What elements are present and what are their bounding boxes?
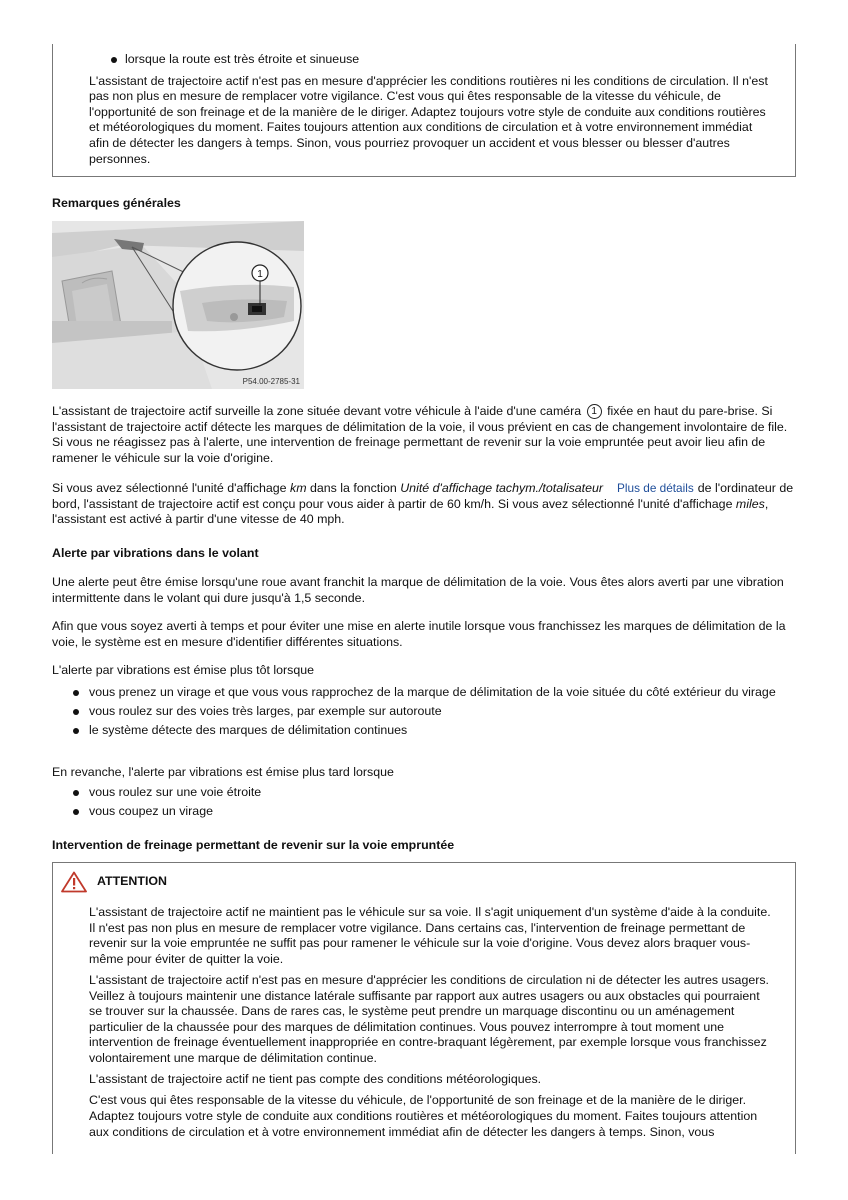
warning-paragraph: L'assistant de trajectoire actif n'est pas en mesure d'apprécier les conditions de circulation ni de détecter les autres usagers. Veillez à toujours maintenir une distance latérale suffisante par rapport aux autres usagers ou aux obstacles qui pourraient se trouver sur la chaussée. Dans de rares cas, le système peut prendre un marquage discontinu ou un aménagement particulier de la chaussée pour des marques de délimitation continues. Vous pouvez interrompre à tout moment une intervention de freinage éventuellement inappropriée en contre-braquant légèrement, par exemple lorsque vous franchissez volontairement une marque de délimitation continue. bbox=[89, 972, 769, 1065]
list-item: vous roulez sur des voies très larges, par exemple sur autoroute bbox=[72, 704, 794, 720]
paragraph-text: Si vous avez sélectionné l'unité d'affichage bbox=[52, 481, 291, 495]
list-item: le système détecte des marques de délimitation continues bbox=[72, 723, 794, 739]
function-name: Unité d'affichage tachym./totalisateur bbox=[400, 481, 604, 495]
paragraph-text: dans la fonction bbox=[306, 481, 401, 495]
paragraph-text: de l'ordinateur de bord, l'assistant de trajectoire actif est conçu pour vous aider à partir de 60 km/h. Si vous avez sélectionné l'unité d'affichage bbox=[52, 481, 794, 511]
section-heading-general: Remarques générales bbox=[52, 196, 181, 210]
list-item: vous prenez un virage et que vous vous rapprochez de la marque de délimitation de la voie située du côté extérieur du virage bbox=[72, 685, 794, 701]
warning-box-content bbox=[89, 52, 771, 167]
list-item: vous coupez un virage bbox=[72, 804, 794, 820]
list-later bbox=[72, 785, 794, 823]
unit-km: km bbox=[290, 481, 307, 495]
paragraph-earlier: L'alerte par vibrations est émise plus tôt lorsque bbox=[52, 663, 315, 677]
paragraph-units bbox=[52, 481, 798, 528]
warning-box bbox=[52, 862, 796, 1154]
figure-callout-1: 1 bbox=[257, 269, 263, 280]
paragraph-vibration-2: Afin que vous soyez averti à temps et pour éviter une mise en alerte inutile lorsque vous franchissez les marques de délimitation de la voie, le système est en mesure d'identifier différentes situations. bbox=[52, 619, 786, 649]
figure-code: P54.00-2785-31 bbox=[242, 377, 300, 386]
unit-miles: miles bbox=[735, 496, 765, 511]
warning-triangle-icon bbox=[61, 871, 87, 893]
paragraph-camera bbox=[52, 404, 798, 466]
paragraph-text: L'assistant de trajectoire actif surveille la zone située devant votre véhicule à l'aide d'une caméra bbox=[52, 404, 582, 418]
camera-illustration bbox=[52, 221, 304, 389]
section-heading-vibration: Alerte par vibrations dans le volant bbox=[52, 546, 259, 560]
section-heading-braking: Intervention de freinage permettant de revenir sur la voie empruntée bbox=[52, 838, 455, 852]
list-item-text: lorsque la route est très étroite et sinueuse bbox=[125, 52, 360, 66]
warning-paragraph: L'assistant de trajectoire actif n'est pas en mesure d'apprécier les conditions routières ni les conditions de circulation. Il n'est pas non plus en mesure de remplacer votre vigilance. C'est vous qui êtes responsable de la vitesse du véhicule, de l'opportunité de son freinage et de la manière de le diriger. Adaptez toujours votre style de conduite aux conditions routières et météorologiques du moment. Faites toujours attention aux conditions de circulation et à votre environnement immédiat afin de détecter les dangers à temps. Sinon, vous pourriez provoquer un accident et vous blesser ou blesser d'autres personnes. bbox=[89, 73, 768, 166]
list-earlier bbox=[72, 685, 794, 743]
warning-paragraph: L'assistant de trajectoire actif ne tient pas compte des conditions météorologiques. bbox=[89, 1072, 542, 1087]
list-item: vous roulez sur une voie étroite bbox=[72, 785, 794, 801]
callout-1-icon: 1 bbox=[587, 404, 602, 419]
list-item bbox=[109, 52, 771, 68]
paragraph-later: En revanche, l'alerte par vibrations est émise plus tard lorsque bbox=[52, 765, 394, 779]
warning-paragraph: L'assistant de trajectoire actif ne maintient pas le véhicule sur sa voie. Il s'agit uniquement d'un système d'aide à la conduite. Il n'est pas non plus en mesure de remplacer votre vigilance. Dans certains cas, l'intervention de freinage permettant de revenir sur la voie empruntée ne suffit pas pour ramener le véhicule sur la voie d'origine. Vous devez alors braquer vous-même pour éviter de quitter la voie. bbox=[89, 905, 771, 966]
paragraph-vibration-1: Une alerte peut être émise lorsqu'une roue avant franchit la marque de délimitation de la voie. Vous êtes alors averti par une vibration intermittente dans le volant qui dure jusqu'à 1,5 seconde. bbox=[52, 575, 784, 605]
paragraph-text: fixée en haut du pare-brise. Si l'assistant de trajectoire actif détecte les marques de délimitation de la voie, il vous prévient en cas de changement involontaire de file. Si vous ne réagissez pas à l'alerte, une intervention de freinage permettant de revenir sur la voie empruntée peut avoir lieu afin de ramener le véhicule sur la voie d'origine. bbox=[52, 404, 788, 465]
more-details-link[interactable]: Plus de détails bbox=[617, 481, 694, 495]
warning-header bbox=[61, 871, 167, 893]
warning-content bbox=[89, 905, 771, 1146]
camera-illustration-drawing bbox=[52, 221, 304, 389]
warning-title: ATTENTION bbox=[97, 874, 167, 888]
warning-box-continued bbox=[52, 44, 796, 177]
paragraph-text: , l'assistant est activé à partir d'une vitesse de 40 mph. bbox=[52, 496, 769, 527]
warning-paragraph: C'est vous qui êtes responsable de la vitesse du véhicule, de l'opportunité de son freinage et de la manière de le diriger. Adaptez toujours votre style de conduite aux conditions routières et météorologiques du moment. Faites toujours attention aux conditions de circulation et à votre environnement immédiat afin de détecter les dangers à temps. Sinon, vous bbox=[89, 1093, 758, 1139]
